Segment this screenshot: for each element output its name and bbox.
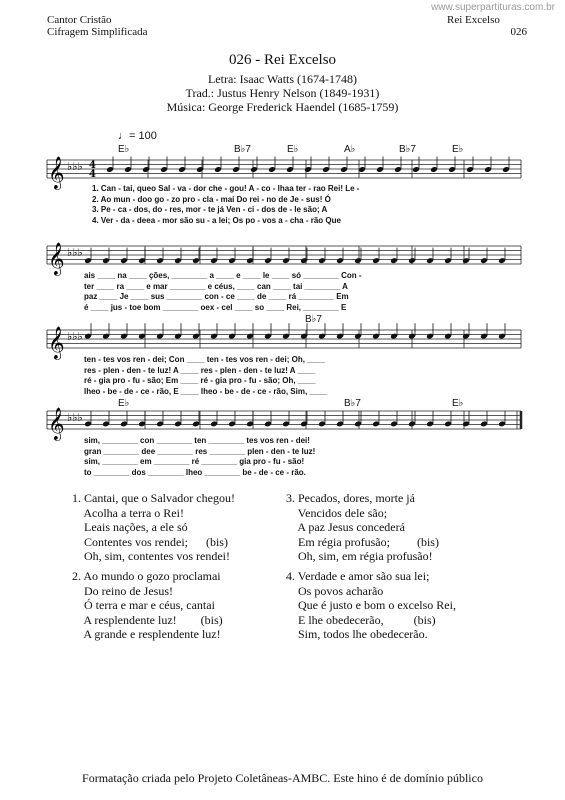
lyric-line: sim, ________ em ________ ré ________ gia pro - fu - são! bbox=[84, 457, 305, 466]
chord-s1-5: B♭7 bbox=[399, 144, 416, 155]
song-number: 026 bbox=[510, 26, 527, 38]
verse-4: 4. Verdade e amor são sua lei; Os povos acharão Que é justo e bom o excelso Rei, E lhe obedecerão, (bis) Sim, todos lhe obedecerão. bbox=[286, 569, 456, 642]
lyric-line: ais ____ na ____ ções, ________ a ____ e ____ le ____ só ________ Con - bbox=[84, 271, 362, 280]
chord-s1-3: E♭ bbox=[287, 144, 299, 155]
lyric-line: 4. Ver - da - deea - mor são su - a lei; Os po - vos a - cha - rão Que bbox=[92, 215, 341, 225]
lyrics-system-2 bbox=[84, 271, 362, 313]
lyric-line: sim, ________ con ________ ten ________ tes vos ren - dei! bbox=[84, 436, 310, 445]
chord-s1-6: E♭ bbox=[452, 144, 464, 155]
time-sig-bottom: 4 bbox=[89, 169, 96, 180]
flat-icon: ♭♭♭ bbox=[67, 246, 83, 259]
chord-s1-2: B♭7 bbox=[234, 144, 251, 155]
treble-clef-icon: 𝄞 bbox=[48, 326, 65, 359]
verse-3: 3. Pecados, dores, morte já Vencidos dele são; A paz Jesus concederá Em régia profusão; (bis) Oh, sim, em régia profusão! bbox=[286, 491, 439, 564]
song-name: Rei Excelso bbox=[447, 14, 500, 26]
lyric-line: é ____ jus - toe bom ________ oex - cel ____ so ____ Rei, ________ E bbox=[84, 302, 347, 312]
lyric-line: ré - gia pro - fu - são; Em ____ ré - gia pro - fu - são; Oh, ____ bbox=[84, 376, 316, 385]
chord-s3-1: B♭7 bbox=[305, 314, 322, 325]
lyrics-system-1 bbox=[92, 184, 359, 226]
chord-s4-2: B♭7 bbox=[344, 398, 361, 409]
time-sig-top: 4 bbox=[89, 160, 96, 171]
tempo-value: = 100 bbox=[129, 130, 157, 142]
lyric-line: to ________ dos ________ lheo ________ be - de - ce - rão. bbox=[84, 467, 306, 477]
chord-s1-1: E♭ bbox=[118, 144, 130, 155]
lyrics-credit: Letra: Isaac Watts (1674-1748) bbox=[207, 72, 358, 86]
lyrics-system-3 bbox=[84, 355, 327, 397]
lyrics-system-4 bbox=[84, 436, 315, 478]
chord-s1-4: A♭ bbox=[344, 144, 356, 155]
music-credit: Música: George Frederick Haendel (1685-1759) bbox=[166, 100, 399, 114]
lyric-line: gran ________ dee ________ res ________ plen - den - te luz! bbox=[84, 446, 316, 456]
translation-credit: Trad.: Justus Henry Nelson (1849-1931) bbox=[185, 86, 380, 100]
quarter-note-icon: ♩ bbox=[118, 130, 129, 142]
book-title: Cantor Cristão bbox=[47, 14, 112, 26]
chord-s4-3: E♭ bbox=[452, 398, 464, 409]
verse-2: 2. Ao mundo o gozo proclamai Do reino de Jesus! Ó terra e mar e céus, cantai A resplendente luz! (bis) A grande e resplendente luz! bbox=[72, 569, 223, 642]
lyric-line: paz ____ Je ____ sus ________ con - ce ____ de ____ rá ________ Em bbox=[84, 292, 349, 301]
lyric-line: lheo - be - de - ce - rão, E ____ lheo - be - de - ce - rão, Sim, ____ bbox=[84, 386, 328, 396]
flat-icon: ♭♭♭ bbox=[67, 160, 83, 173]
footer-note: Formatação criada pelo Projeto Coletâneas-AMBC. Este hino é de domínio público bbox=[82, 771, 483, 785]
lyric-line: 1. Can - tai, queo Sal - va - dor che - gou! A - co - lhaa ter - rao Rei! Le - bbox=[92, 184, 360, 193]
flat-icon: ♭♭♭ bbox=[67, 411, 83, 424]
edition-subtitle: Cifragem Simplificada bbox=[47, 26, 148, 38]
page-title: 026 - Rei Excelso bbox=[228, 52, 337, 68]
treble-clef-icon: 𝄞 bbox=[48, 242, 65, 275]
lyric-line: 2. Ao mun - doo go - zo pro - cla - mai Do rei - no de Je - sus! Ó bbox=[92, 194, 331, 204]
treble-clef-icon: 𝄞 bbox=[48, 156, 65, 189]
treble-clef-icon: 𝄞 bbox=[48, 407, 65, 440]
chord-s4-1: E♭ bbox=[118, 398, 130, 409]
lyric-line: 3. Pe - ca - dos, do - res, mor - te já Ven - ci - dos de - le são; A bbox=[92, 205, 328, 214]
lyric-line: ten - tes vos ren - dei; Con ____ ten - tes vos ren - dei; Oh, ____ bbox=[84, 355, 325, 364]
watermark: www.superpartituras.com.br bbox=[431, 2, 555, 13]
lyric-line: ter ____ ra ____ e mar ________ e céus, ____ can ____ tai ________ A bbox=[84, 281, 348, 291]
verse-1: 1. Cantai, que o Salvador chegou! Acolha a terra o Rei! Leais nações, a ele só Contentes vos rendei; (bis) Oh, sim, contentes vos rendei! bbox=[72, 491, 235, 564]
lyric-line: res - plen - den - te luz! A ____ res - plen - den - te luz! A ____ bbox=[84, 365, 316, 375]
flat-icon: ♭♭♭ bbox=[67, 330, 83, 343]
